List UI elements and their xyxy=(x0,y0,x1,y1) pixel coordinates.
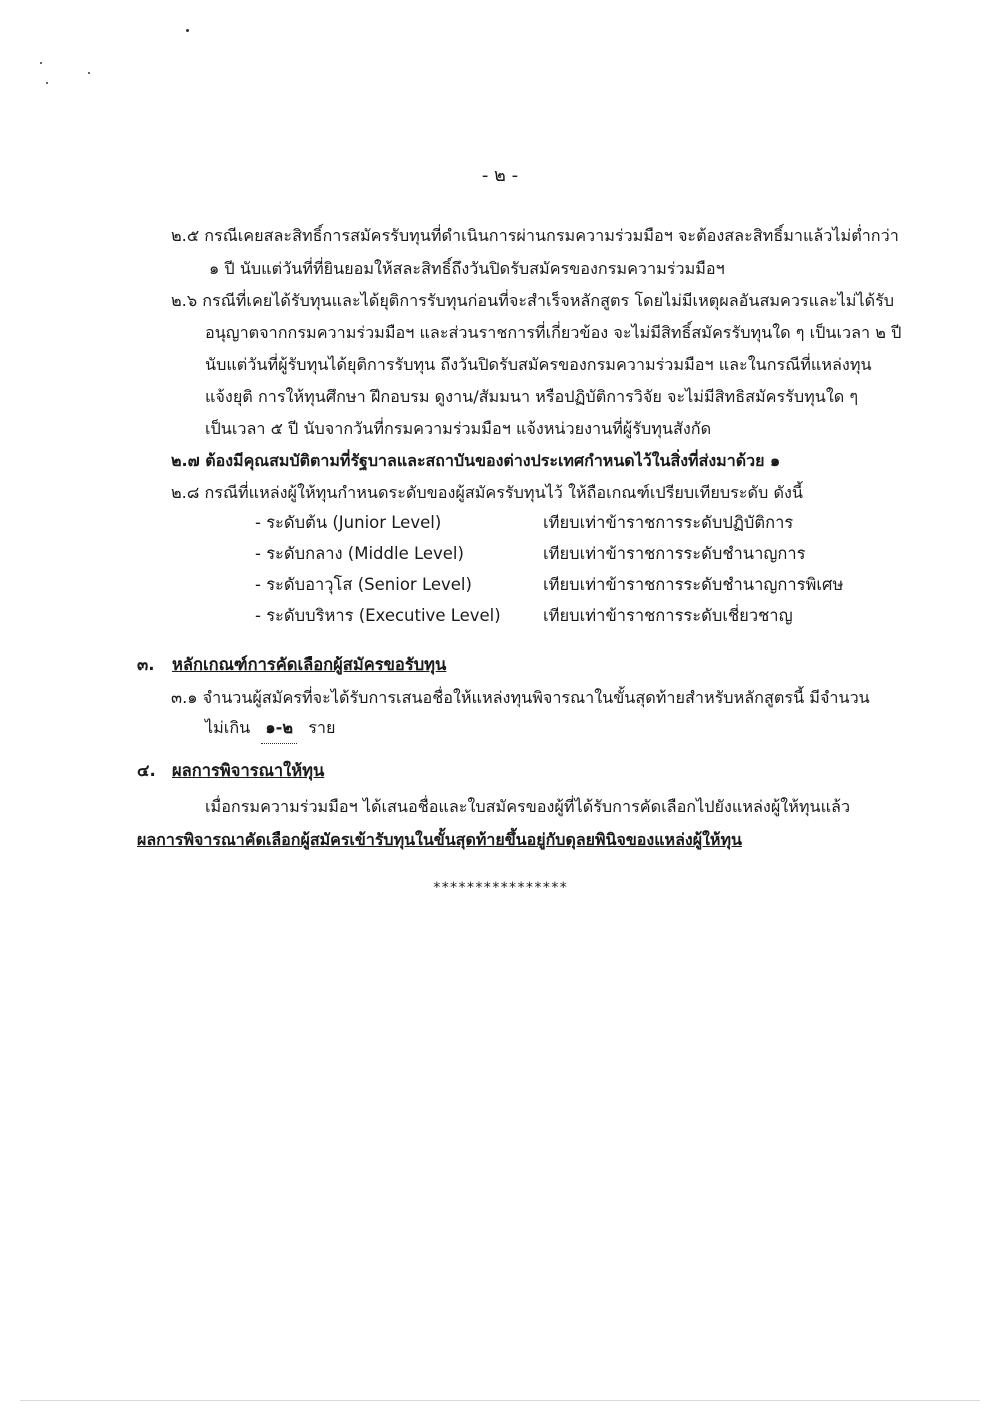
section-4-number: ๔. xyxy=(137,761,156,780)
item-2-5-line-2: ๑ ปี นับแต่วันที่ที่ยินยอมให้สละสิทธิ์ถึงวันปิดรับสมัครของกรมความร่วมมือฯ xyxy=(209,259,725,278)
item-2-7: ๒.๗ ต้องมีคุณสมบัติตามที่รัฐบาลและสถาบันของต่างประเทศกำหนดไว้ในสิ่งที่ส่งมาด้วย ๑ xyxy=(171,451,781,470)
item-2-6-line-3: นับแต่วันที่ผู้รับทุนได้ยุติการรับทุน ถึงวันปิดรับสมัครของกรมความร่วมมือฯ และในกรณีที่แหล่งทุน xyxy=(205,355,872,374)
level-executive-equivalent: เทียบเท่าข้าราชการระดับเชี่ยวชาญ xyxy=(543,606,793,625)
level-junior-label: - ระดับต้น (Junior Level) xyxy=(255,513,442,532)
section-4-paragraph-line-1: เมื่อกรมความร่วมมือฯ ได้เสนอชื่อและใบสมัครของผู้ที่ได้รับการคัดเลือกไปยังแหล่งผู้ให้ทุนแล้ว xyxy=(205,797,851,816)
section-3-heading: หลักเกณฑ์การคัดเลือกผู้สมัครขอรับทุน xyxy=(172,655,447,674)
level-senior-label: - ระดับอาวุโส (Senior Level) xyxy=(255,575,472,594)
section-3-number: ๓. xyxy=(137,655,155,674)
section-4-paragraph-line-2: ผลการพิจารณาคัดเลือกผู้สมัครเข้ารับทุนในขั้นสุดท้ายขึ้นอยู่กับดุลยพินิจของแหล่งผู้ให้ทุน xyxy=(137,830,742,849)
level-senior-equivalent: เทียบเท่าข้าราชการระดับชำนาญการพิเศษ xyxy=(543,575,844,594)
level-executive-label: - ระดับบริหาร (Executive Level) xyxy=(255,606,501,625)
scan-speck xyxy=(46,82,48,84)
quota-number: ๑-๒ xyxy=(261,713,297,744)
page-number: - ๒ - xyxy=(481,165,519,186)
item-3-1-line-2 xyxy=(205,713,335,744)
level-middle-label: - ระดับกลาง (Middle Level) xyxy=(255,544,464,563)
item-2-6-line-4: แจ้งยุติ การให้ทุนศึกษา ฝึกอบรม ดูงาน/สัมมนา หรือปฏิบัติการวิจัย จะไม่มีสิทธิสมัครรับทุนใด ๆ xyxy=(205,387,859,406)
end-marker: **************** xyxy=(432,880,568,896)
scan-speck xyxy=(40,62,42,64)
quota-prefix: ไม่เกิน xyxy=(205,718,251,737)
section-4-heading: ผลการพิจารณาให้ทุน xyxy=(172,761,325,780)
level-junior-equivalent: เทียบเท่าข้าราชการระดับปฏิบัติการ xyxy=(543,513,794,532)
item-2-6-line-5: เป็นเวลา ๕ ปี นับจากวันที่กรมความร่วมมือฯ แจ้งหน่วยงานที่ผู้รับทุนสังกัด xyxy=(205,419,712,438)
quota-suffix: ราย xyxy=(308,718,336,737)
item-3-1-line-1: ๓.๑ จำนวนผู้สมัครที่จะได้รับการเสนอชื่อให้แหล่งทุนพิจารณาในขั้นสุดท้ายสำหรับหลักสูตรนี้ มีจำนวน xyxy=(171,688,870,707)
scan-bottom-edge xyxy=(20,1400,980,1401)
item-2-6-line-2: อนุญาตจากกรมความร่วมมือฯ และส่วนราชการที่เกี่ยวข้อง จะไม่มีสิทธิ์สมัครรับทุนใด ๆ เป็นเวลา ๒ ปี xyxy=(205,323,902,342)
level-middle-equivalent: เทียบเท่าข้าราชการระดับชำนาญการ xyxy=(543,544,806,563)
item-2-5-line-1: ๒.๕ กรณีเคยสละสิทธิ์การสมัครรับทุนที่ดำเนินการผ่านกรมความร่วมมือฯ จะต้องสละสิทธิ์มาแล้วไม่ต่ำกว่า xyxy=(171,226,899,245)
scan-speck xyxy=(186,29,189,32)
item-2-6-line-1: ๒.๖ กรณีที่เคยได้รับทุนและได้ยุติการรับทุนก่อนที่จะสำเร็จหลักสูตร โดยไม่มีเหตุผลอันสมควรและไม่ได้รับ xyxy=(171,291,895,310)
scan-speck xyxy=(88,72,90,74)
item-2-8: ๒.๘ กรณีที่แหล่งผู้ให้ทุนกำหนดระดับของผู้สมัครรับทุนไว้ ให้ถือเกณฑ์เปรียบเทียบระดับ ดังนี้ xyxy=(171,483,803,502)
